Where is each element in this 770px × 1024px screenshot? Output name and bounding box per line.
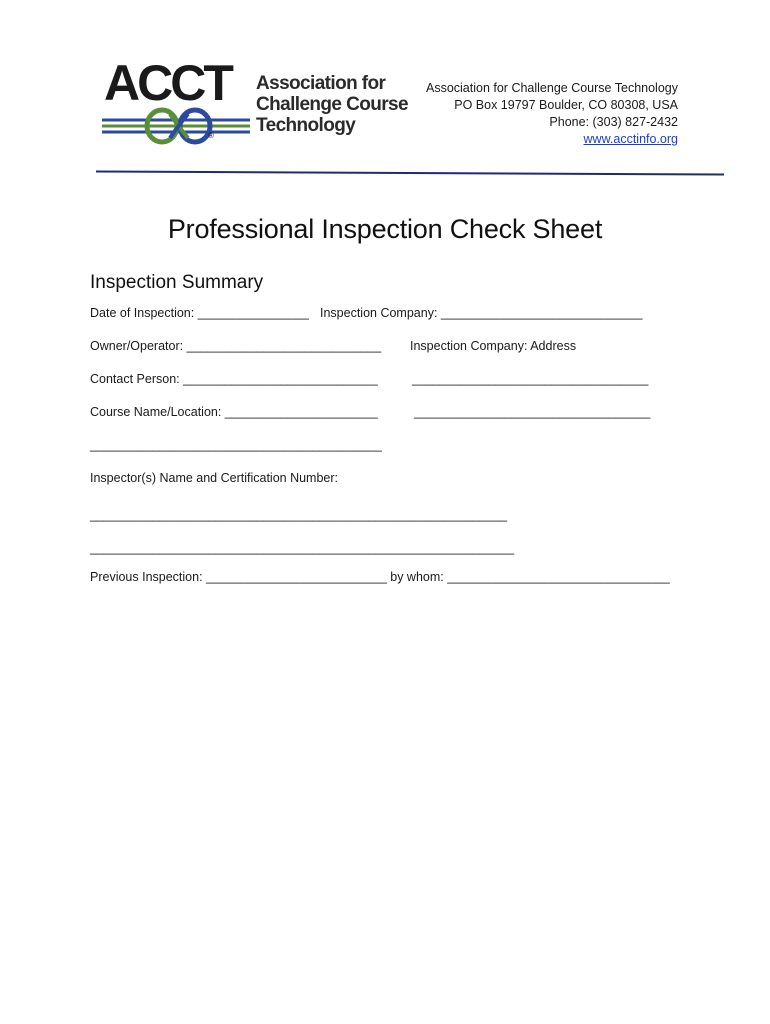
date-of-inspection-field[interactable]: Date of Inspection: ________________	[90, 306, 309, 320]
company-address-label: Inspection Company: Address	[410, 339, 577, 353]
inspector-line-1[interactable]: ____________________________________________________________	[90, 508, 508, 522]
acct-logo	[100, 56, 420, 148]
org-contact-block	[426, 80, 678, 148]
org-website-link[interactable]: www.acctinfo.org	[583, 132, 678, 146]
logo-name-line2: Challenge Course	[256, 94, 408, 115]
knot-icon	[102, 110, 250, 142]
previous-inspection-field[interactable]: Previous Inspection: __________________________ by whom: ________________________________	[90, 570, 670, 584]
org-name: Association for Challenge Course Technology	[425, 81, 678, 95]
section-heading: Inspection Summary	[90, 272, 264, 293]
logo-wordmark: ACCT	[104, 56, 231, 111]
inspectors-label: Inspector(s) Name and Certification Number:	[90, 471, 339, 485]
course-name-location-field[interactable]: Course Name/Location: ______________________	[90, 405, 378, 419]
contact-person-field[interactable]: Contact Person: ____________________________	[90, 372, 378, 386]
logo-name-line3: Technology	[256, 115, 356, 136]
course-location-line-2[interactable]: __________________________________________	[90, 438, 382, 452]
company-address-line-2[interactable]: __________________________________	[414, 405, 651, 419]
inspection-company-field[interactable]: Inspection Company: _____________________________	[320, 306, 643, 320]
logo-name-line1: Association for	[256, 73, 386, 94]
owner-operator-field[interactable]: Owner/Operator: ____________________________	[90, 339, 382, 353]
org-phone: Phone: (303) 827-2432	[549, 115, 678, 129]
header-divider	[96, 170, 724, 176]
org-address: PO Box 19797 Boulder, CO 80308, USA	[454, 98, 678, 112]
registered-mark: ®	[208, 131, 214, 140]
inspector-line-2[interactable]: _____________________________________________________________	[90, 541, 515, 555]
page-title: Professional Inspection Check Sheet	[167, 214, 603, 244]
company-address-line-1[interactable]: __________________________________	[412, 372, 649, 386]
